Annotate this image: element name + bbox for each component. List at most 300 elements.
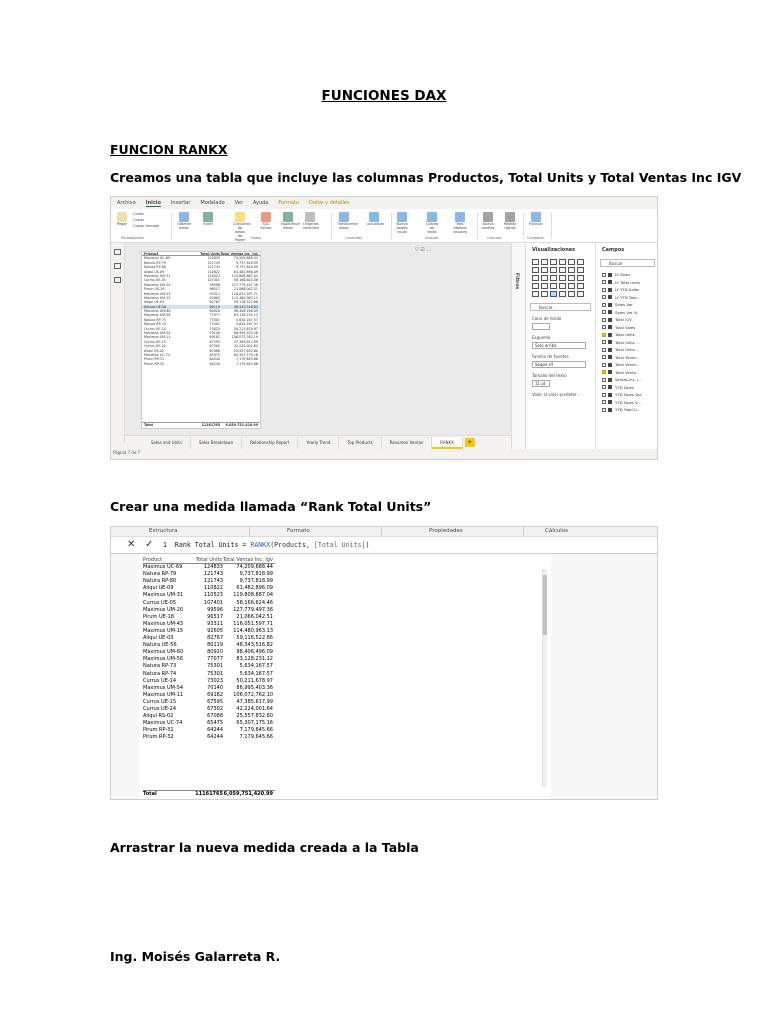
- ribbon-button-label: Cuadro de texto: [425, 222, 439, 234]
- field-name: YTD Sales V...: [615, 399, 641, 405]
- field-checkbox[interactable]: [602, 310, 606, 314]
- table-row: [143, 621, 275, 628]
- table-cell: Currus UE-24: [143, 705, 177, 712]
- ribbon-button[interactable]: [115, 212, 129, 230]
- text-size-input[interactable]: 11 pt: [532, 380, 550, 387]
- table-cell: Currus UE-14: [144, 326, 166, 331]
- table-cell: 67595: [209, 339, 220, 344]
- clipboard-action[interactable]: Copiar formato: [133, 224, 160, 228]
- background-color-picker[interactable]: [532, 323, 550, 330]
- table-row: [143, 770, 275, 777]
- field-checkbox[interactable]: [602, 400, 606, 404]
- table-cell: 7,179,645.66: [239, 734, 273, 741]
- measure-icon: [608, 325, 612, 329]
- visual-type-icon[interactable]: [541, 259, 548, 265]
- visual-type-icon[interactable]: [550, 267, 557, 273]
- fields-title: Campos: [602, 247, 625, 253]
- field-item[interactable]: [596, 339, 658, 347]
- table-cell: 48,343,516.82: [236, 642, 273, 649]
- ribbon-button-icon: [305, 212, 315, 222]
- table-cell: 86,995,403.36: [233, 331, 258, 336]
- visual-type-icon[interactable]: [577, 259, 584, 265]
- ribbon-button[interactable]: [337, 212, 358, 230]
- commit-formula-icon[interactable]: ✓: [145, 539, 154, 550]
- ribbon-separator: [523, 213, 524, 239]
- table-cell: 121743: [207, 260, 220, 265]
- measure-icon: [608, 295, 612, 299]
- visual-type-icon[interactable]: [577, 291, 584, 297]
- table-cell: 114,480,963.13: [233, 627, 273, 634]
- table-row: [143, 564, 275, 571]
- visual-type-icon[interactable]: [532, 275, 539, 281]
- cancel-formula-icon[interactable]: ✕: [127, 539, 136, 550]
- ribbon-button-label: Actualizar: [367, 222, 385, 226]
- ribbon-group-label: Datos: [251, 236, 262, 240]
- table-cell: 119,808,887.04: [233, 592, 273, 599]
- field-item[interactable]: [596, 361, 658, 369]
- field-name: Total Units ...: [615, 347, 640, 353]
- field-item[interactable]: [596, 406, 658, 414]
- ribbon-tab[interactable]: Datos y detalles: [309, 200, 350, 206]
- field-checkbox[interactable]: [602, 325, 606, 329]
- table-cell: 6,059,751,420.99: [225, 422, 258, 426]
- page-tab[interactable]: Sales and Units: [143, 437, 191, 449]
- table-row: [143, 607, 275, 614]
- table-cell: Maximus UM-43: [143, 620, 184, 627]
- table-cell: 99596: [209, 282, 220, 287]
- field-name: Total Units: [615, 332, 635, 338]
- field-checkbox[interactable]: [602, 355, 606, 359]
- table-cell: 83,128,231.12: [233, 313, 258, 318]
- formula-bar[interactable]: [111, 538, 657, 554]
- table-cell: [223, 749, 273, 756]
- field-checkbox[interactable]: [602, 333, 606, 337]
- author-signature: Ing. Moisés Galarreta R.: [110, 949, 281, 964]
- fields-pane: [595, 243, 658, 449]
- visual-type-icon[interactable]: [541, 283, 548, 289]
- page-tab[interactable]: RANKX: [432, 437, 463, 449]
- field-item[interactable]: [596, 331, 658, 339]
- table-cell: 7,179,645.66: [235, 357, 258, 362]
- ribbon-button[interactable]: [177, 212, 191, 230]
- ribbon-button-icon: [235, 212, 245, 222]
- table-cell: [143, 741, 195, 748]
- measure-icon: [608, 348, 612, 352]
- ribbon-button-icon: [369, 212, 379, 222]
- visual-type-icon[interactable]: [577, 275, 584, 281]
- page-tab[interactable]: Relationship Report: [242, 437, 298, 449]
- ribbon-tab[interactable]: Insertar: [170, 200, 191, 206]
- field-item[interactable]: [596, 279, 658, 287]
- visual-type-icon[interactable]: [568, 283, 575, 289]
- ribbon-button-icon: [261, 212, 271, 222]
- table-cell: 42,224,001.64: [233, 344, 258, 349]
- ribbon-group-label: Consultas: [345, 236, 363, 240]
- table-cell: 116,051,597.71: [233, 620, 273, 627]
- ribbon-separator: [331, 213, 332, 239]
- visual-type-icon[interactable]: [577, 283, 584, 289]
- table-row: [143, 628, 275, 635]
- table-row: [143, 585, 275, 592]
- table-cell: Pirum UE-18: [143, 613, 174, 620]
- field-item[interactable]: [596, 346, 658, 354]
- ribbon-tab[interactable]: Modelado: [200, 200, 225, 206]
- visual-type-icon[interactable]: [541, 275, 548, 281]
- page-tabs: [125, 435, 511, 449]
- field-checkbox[interactable]: [602, 288, 606, 292]
- field-checkbox[interactable]: [602, 348, 606, 352]
- ribbon-button[interactable]: [395, 212, 409, 234]
- ribbon-tab[interactable]: Formato: [278, 200, 300, 206]
- field-item[interactable]: [596, 369, 658, 377]
- page-tab[interactable]: Sales Breakdown: [191, 437, 242, 449]
- visual-type-icon[interactable]: [559, 267, 566, 273]
- table-cell: [143, 770, 195, 777]
- table-cell: 21,066,042.51: [236, 613, 273, 620]
- visual-type-icon[interactable]: [568, 291, 575, 297]
- visual-type-icon[interactable]: [541, 291, 548, 297]
- visual-type-icon[interactable]: [568, 267, 575, 273]
- field-item[interactable]: [596, 294, 658, 302]
- step-1-text: Creamos una tabla que incluye las columnas Productos, Total Units y Total Ventas Inc IGV: [110, 170, 742, 185]
- table-cell: Maximus UM-60: [143, 649, 184, 656]
- measure-icon: [608, 378, 612, 382]
- field-name: YTD Sales: [615, 384, 634, 390]
- table-cell: 69182: [209, 335, 220, 340]
- measure-icon: [608, 408, 612, 412]
- visual-type-icon[interactable]: [550, 259, 557, 265]
- table-cell: Pirum RP-31: [144, 357, 165, 362]
- field-checkbox[interactable]: [602, 273, 606, 277]
- ribbon-group-label: Portapapeles: [121, 236, 144, 240]
- table-cell: 98,406,496.09: [236, 649, 273, 656]
- table-row: [143, 642, 275, 649]
- ribbon-button[interactable]: [529, 212, 543, 230]
- table-cell: Natura RP-74: [143, 670, 177, 677]
- measure-icon: [608, 288, 612, 292]
- page-tab[interactable]: Yearly Trend: [298, 437, 339, 449]
- data-view-icon[interactable]: [114, 263, 121, 269]
- fields-list: [596, 271, 658, 414]
- report-canvas: [125, 243, 511, 435]
- measure-icon: [608, 355, 612, 359]
- field-name: LY YTD Tota...: [615, 294, 641, 300]
- page-tab[interactable]: Resumen Ventas: [382, 437, 432, 449]
- table-cell: 6,059,751,420.99: [223, 790, 273, 797]
- document-title: FUNCIONES DAX: [321, 88, 447, 104]
- ribbon-separator: [171, 213, 172, 239]
- visual-type-icon[interactable]: [568, 275, 575, 281]
- add-page-button[interactable]: +: [465, 438, 475, 447]
- clipboard-action[interactable]: Cortar: [133, 212, 144, 216]
- table-cell: [195, 749, 223, 756]
- table-cell: 70140: [209, 331, 220, 336]
- table-cell: Aliqui UE-03: [144, 300, 165, 305]
- table-row: [143, 678, 275, 685]
- format-search-input[interactable]: Buscar: [530, 303, 591, 311]
- table-cell: Maximus UM-56: [144, 313, 171, 318]
- field-item[interactable]: [596, 354, 658, 362]
- field-item[interactable]: [596, 316, 658, 324]
- table-cell: 77077: [207, 656, 223, 663]
- ribbon-button-icon: [505, 212, 515, 222]
- products-table-visual[interactable]: [141, 251, 261, 429]
- step-2-text: Crear una medida llamada “Rank Total Units”: [110, 499, 432, 514]
- table-cell: 11161765: [201, 422, 220, 426]
- table-cell: Maximus UC-74: [143, 720, 183, 727]
- ribbon-button-icon: [455, 212, 465, 222]
- table-cell: 93311: [207, 620, 223, 627]
- table-cell: Natura RP-79: [143, 571, 177, 578]
- table-cell: 121743: [207, 265, 220, 270]
- ribbon-button-icon: [339, 212, 349, 222]
- measure-icon: [608, 393, 612, 397]
- table-cell: 25,557,832.60: [236, 713, 273, 720]
- table-row: [143, 741, 275, 748]
- field-item[interactable]: [596, 391, 658, 399]
- ribbon-separator: [391, 213, 392, 239]
- ribbon-button-icon: [427, 212, 437, 222]
- table-cell: 110822: [207, 269, 220, 274]
- fields-search-input[interactable]: Buscar: [600, 259, 655, 267]
- table-cell: 5,634,167.57: [235, 317, 258, 322]
- visual-type-icon[interactable]: [559, 291, 566, 297]
- table-row: [143, 671, 275, 678]
- ribbon-tab[interactable]: Inicio: [145, 199, 161, 206]
- table-cell: [195, 756, 223, 763]
- section-heading: FUNCION RANKX: [110, 142, 228, 157]
- ribbon-button[interactable]: [201, 212, 215, 230]
- measure-icon: [608, 333, 612, 337]
- ribbon-button[interactable]: [259, 212, 273, 230]
- table-row: [143, 713, 275, 720]
- visual-type-icon[interactable]: [532, 283, 539, 289]
- table-cell: 59,116,522.86: [236, 635, 273, 642]
- table-row: [143, 649, 275, 656]
- ribbon-button[interactable]: [453, 212, 468, 234]
- table-cell: 64244: [209, 357, 220, 362]
- visual-type-icon[interactable]: [532, 267, 539, 273]
- table-cell: Pirum RP-32: [144, 361, 165, 366]
- table-scrollbar[interactable]: [542, 569, 547, 787]
- ribbon-button[interactable]: [281, 212, 301, 230]
- field-name: Ventas Inc. I...: [615, 377, 642, 383]
- table-cell: 67088: [209, 348, 220, 353]
- ribbon-button-label: Nuevo objeto visual: [396, 222, 408, 234]
- table-cell: Aliqui UE-03: [143, 635, 174, 642]
- table-cell: Product: [143, 557, 162, 563]
- visual-type-icon[interactable]: [559, 259, 566, 265]
- table-cell: 119,808,887.04: [231, 273, 258, 278]
- visual-type-icon[interactable]: [541, 267, 548, 273]
- filters-pane[interactable]: [511, 243, 525, 449]
- table-cell: Maximus UM-20: [143, 606, 184, 613]
- reset-default-link[interactable]: Valor al valor predeter...: [532, 392, 581, 397]
- dax-formula-input[interactable]: 1 Rank Total Units = RANKX(Products, [Total Units]): [163, 541, 370, 549]
- table-cell: 64244: [209, 361, 220, 366]
- visual-type-icon[interactable]: [532, 259, 539, 265]
- ribbon-label-properties[interactable]: Propiedades: [429, 528, 463, 534]
- visual-type-icon[interactable]: [559, 283, 566, 289]
- scrollbar-thumb[interactable]: [543, 575, 547, 635]
- table-cell: 98,406,496.09: [233, 309, 258, 314]
- visual-type-icon[interactable]: [550, 275, 557, 281]
- table-cell: [195, 763, 223, 770]
- table-cell: Total Ventas Inc. Igv: [220, 252, 258, 256]
- table-cell: 121743: [203, 571, 223, 578]
- table-cell: Aliqui UE-09: [144, 269, 165, 274]
- table-cell: 21,066,042.51: [233, 287, 258, 292]
- table-cell: Currus UE-05: [143, 599, 177, 606]
- status-bar: Página 7 de 7: [113, 450, 141, 455]
- table-cell: 75301: [209, 317, 220, 322]
- visual-type-icon[interactable]: [550, 291, 557, 297]
- ribbon-button[interactable]: [233, 212, 251, 242]
- visual-type-icon[interactable]: [577, 267, 584, 273]
- table-cell: 47,385,617.99: [236, 698, 273, 705]
- table-row: [143, 571, 275, 578]
- clipboard-action[interactable]: Copiar: [133, 218, 145, 222]
- field-checkbox[interactable]: [602, 385, 606, 389]
- table-cell: 9,737,818.99: [239, 578, 273, 585]
- visual-type-grid: [526, 253, 595, 297]
- table-cell: 42,224,001.64: [236, 705, 273, 712]
- ribbon-label-structure[interactable]: Estructura: [149, 528, 178, 534]
- ribbon-button[interactable]: [425, 212, 439, 234]
- model-view-icon[interactable]: [114, 277, 121, 283]
- table-row: [143, 578, 275, 585]
- visual-type-icon[interactable]: [550, 283, 557, 289]
- ribbon-button-label: Pegar: [117, 222, 127, 226]
- table-cell: Aliqui RS-02: [143, 713, 174, 720]
- field-checkbox[interactable]: [602, 378, 606, 382]
- table-cell: 61,482,896.09: [236, 585, 273, 592]
- ribbon-separator: [477, 213, 478, 239]
- field-checkbox[interactable]: [602, 295, 606, 299]
- table-cell: Maximus UM-31: [144, 273, 171, 278]
- field-checkbox[interactable]: [602, 318, 606, 322]
- field-item[interactable]: [596, 324, 658, 332]
- table-cell: 92605: [209, 295, 220, 300]
- table-cell: [195, 770, 223, 777]
- table-cell: 65475: [209, 352, 220, 357]
- ribbon-group-label: Insertar: [425, 236, 439, 240]
- table-cell: 75301: [207, 670, 223, 677]
- field-item[interactable]: [596, 309, 658, 317]
- table-cell: Total: [143, 790, 157, 797]
- visualizations-title: Visualizaciones: [532, 247, 576, 253]
- table-cell: 93311: [209, 291, 220, 296]
- page-tab[interactable]: Top Products: [339, 437, 381, 449]
- table-cell: 80119: [207, 642, 223, 649]
- table-cell: Maximus UM-11: [144, 335, 171, 340]
- ribbon-label-calculations[interactable]: Cálculos: [545, 528, 569, 534]
- ribbon-button-icon: [483, 212, 493, 222]
- ribbon-button-label: Conjuntos de datos de Power: [233, 222, 251, 242]
- table-cell: [223, 756, 273, 763]
- visual-header-icons[interactable]: ▽ ⊡ …: [415, 247, 432, 253]
- visual-type-icon[interactable]: [559, 275, 566, 281]
- ribbon-button-label: Transformar datos: [337, 222, 358, 230]
- table-cell: 82767: [207, 635, 223, 642]
- table-row: [143, 727, 275, 734]
- field-checkbox[interactable]: [602, 408, 606, 412]
- table-cell: Maximus UM-54: [144, 331, 171, 336]
- table-cell: 7,179,645.66: [235, 361, 258, 366]
- ribbon-group-label: Compartir: [527, 236, 545, 240]
- field-checkbox[interactable]: [602, 370, 606, 374]
- table-cell: 50,211,678.97: [236, 677, 273, 684]
- table-cell: Natura RP-73: [143, 663, 177, 670]
- ribbon-label-format[interactable]: Formato: [287, 528, 310, 534]
- left-panel: [111, 554, 139, 800]
- measure-icon: [608, 318, 612, 322]
- dax-table-visual[interactable]: [143, 557, 275, 797]
- ribbon-button-label: Especificar datos: [281, 222, 301, 230]
- measure-icon: [608, 280, 612, 284]
- field-checkbox[interactable]: [602, 393, 606, 397]
- ribbon-button[interactable]: [503, 212, 517, 230]
- table-cell: Pirum RP-32: [143, 734, 174, 741]
- field-checkbox[interactable]: [602, 303, 606, 307]
- field-name: Sales Var: [615, 302, 633, 308]
- field-name: LY YTD Sales: [615, 287, 640, 293]
- field-item[interactable]: [596, 376, 658, 384]
- table-cell: Total Units: [195, 557, 223, 563]
- font-family-select[interactable]: Segoe UI: [532, 361, 586, 368]
- table-cell: 61,482,896.09: [233, 269, 258, 274]
- table-row: [143, 734, 275, 741]
- field-checkbox[interactable]: [602, 340, 606, 344]
- ribbon-button[interactable]: [367, 212, 385, 230]
- table-cell: Aliqui RS-02: [144, 348, 165, 353]
- measure-icon: [608, 303, 612, 307]
- ribbon-tab[interactable]: Archivo: [117, 200, 136, 206]
- table-row: [143, 706, 275, 713]
- table-cell: 110523: [203, 592, 223, 599]
- field-item[interactable]: [596, 271, 658, 279]
- field-checkbox[interactable]: [602, 280, 606, 284]
- table-cell: 127,779,497.36: [233, 606, 273, 613]
- field-item[interactable]: [596, 301, 658, 309]
- table-cell: 7,179,645.66: [239, 727, 273, 734]
- table-cell: 9,737,818.99: [239, 571, 273, 578]
- field-checkbox[interactable]: [602, 363, 606, 367]
- visual-type-icon[interactable]: [568, 259, 575, 265]
- table-cell: Maximus UM-56: [143, 656, 184, 663]
- ribbon-tab[interactable]: Ayuda: [252, 200, 269, 206]
- table-cell: 9,737,818.99: [235, 265, 258, 270]
- ribbon-button[interactable]: [481, 212, 495, 230]
- field-item[interactable]: [596, 399, 658, 407]
- table-cell: [143, 756, 195, 763]
- visual-type-icon[interactable]: [532, 291, 539, 297]
- table-cell: Natura UE-56: [144, 304, 167, 309]
- table-cell: 74,209,688.44: [233, 256, 258, 261]
- ribbon-button-label: Medida rápida: [503, 222, 517, 230]
- table-row: [143, 592, 275, 599]
- field-item[interactable]: [596, 286, 658, 294]
- ribbon-button[interactable]: [303, 212, 320, 230]
- ribbon-button-icon: [179, 212, 189, 222]
- report-view-icon[interactable]: [114, 249, 121, 255]
- ribbon-tab[interactable]: Ver: [234, 200, 243, 206]
- field-name: LY Total Units: [615, 279, 640, 285]
- table-cell: Maximus UM-43: [144, 291, 171, 296]
- style-select[interactable]: Solo arriba: [532, 342, 586, 349]
- field-item[interactable]: [596, 384, 658, 392]
- table-row: [143, 692, 275, 699]
